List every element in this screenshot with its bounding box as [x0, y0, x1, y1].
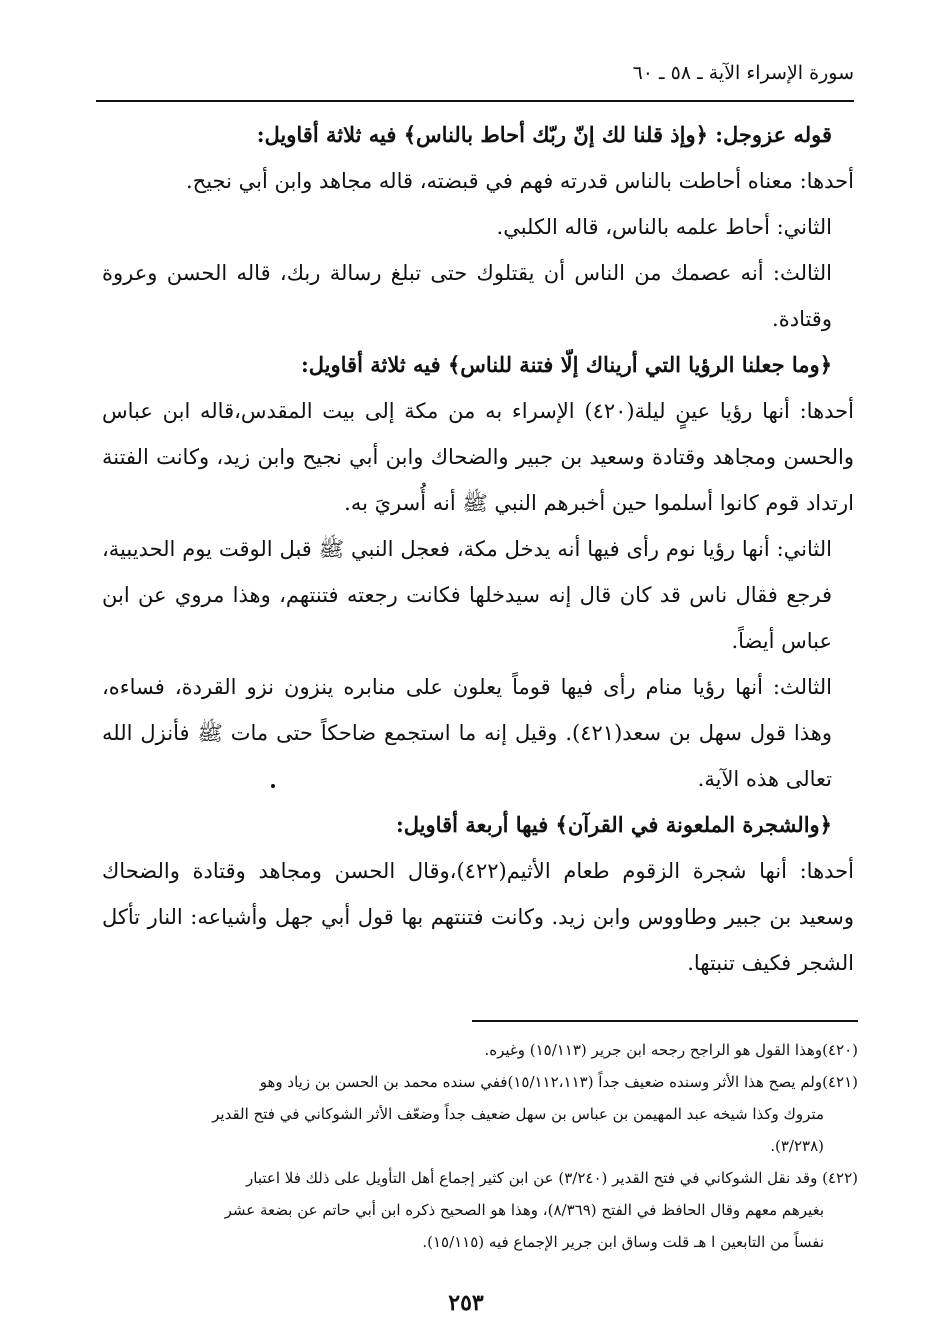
footnote-421-line-3: (٣/٢٣٨). [770, 1137, 824, 1155]
paragraph-5: الثاني: أنها رؤيا نوم رأى فيها أنه يدخل مكة، فعجل النبي ﷺ قبل الوقت يوم الحديبية، فرجع فقال ناس قد كان قال إنه سيدخلها فكانت رجعته فتنتهم، وهذا مروي عن ابن عباس أيضاً. [102, 537, 832, 653]
paragraph-1: أحدها: معناه أحاطت بالناس قدرته فهم في قبضته، قاله مجاهد وابن أبي نجيح. [185, 169, 854, 193]
paragraph-7: أحدها: أنها شجرة الزقوم طعام الأثيم(٤٢٢)،وقال الحسن ومجاهد وقتادة والضحاك وسعيد بن جبير وطاووس وابن زيد. وكانت فتنتهم بها قول أبي جهل وأشياعه: النار تأكل الشجر فكيف تنبتها. [102, 859, 854, 975]
paragraph-3: الثالث: أنه عصمك من الناس أن يقتلوك حتى تبلغ رسالة ربك، قاله الحسن وعروة وقتادة. [102, 261, 832, 331]
page-number: ٢٥٣ [448, 1290, 484, 1316]
paragraph-2: الثاني: أحاط علمه بالناس، قاله الكلبي. [496, 215, 832, 239]
paragraph-4: أحدها: أنها رؤيا عينٍ ليلة(٤٢٠) الإسراء به من مكة إلى بيت المقدس،قاله ابن عباس والحسن ومجاهد وقتادة وسعيد بن جبير والضحاك وابن أبي نجيح وابن زيد، وكانت الفتنة ارتداد قوم كانوا أسلموا حين أخبرهم النبي ﷺ أنه أُسريَ به. [102, 399, 854, 515]
footnote-divider [472, 1020, 858, 1022]
footnote-420: (٤٢٠)وهذا القول هو الراجح رجحه ابن جرير (١٥/١١٣) وغيره. [484, 1041, 858, 1059]
paragraph-6: الثالث: أنها رؤيا منام رأى فيها قوماً يعلون على منابره ينزون نزو القردة، فساءه، وهذا قول سهل بن سعد(٤٢١). وقيل إنه ما استجمع ضاحكاً حتى مات ﷺ فأنزل الله تعالى هذه الآية. [102, 675, 833, 791]
footnote-422-line-2: بغيرهم معهم وقال الحافظ في الفتح (٨/٣٦٩)، وهذا هو الصحيح ذكره ابن أبي حاتم عن بضعة عشر [224, 1201, 824, 1219]
footnotes [98, 1036, 858, 1260]
verse-heading-3: ﴿والشجرة الملعونة في القرآن﴾ فيها أربعة أقاويل: [396, 812, 832, 837]
footnote-422-line-3: نفساً من التابعين ا هـ قلت وساق ابن جرير الإجماع فيه (١٥/١١٥). [422, 1233, 824, 1251]
footnote-421-line-1: (٤٢١)ولم يصح هذا الأثر وسنده ضعيف جداً (١٥/١١٢،١١٣)ففي سنده محمد بن الحسن بن زياد وهو [259, 1073, 858, 1091]
footnote-422-line-1: (٤٢٢) وقد نقل الشوكاني في فتح القدير (٣/٢٤٠) عن ابن كثير إجماع أهل التأويل على ذلك فلا اعتبار [246, 1169, 858, 1187]
header-divider [96, 100, 854, 102]
verse-heading-2: ﴿وما جعلنا الرؤيا التي أريناك إلّا فتنة للناس﴾ فيه ثلاثة أقاويل: [301, 352, 832, 377]
footnote-421-line-2: متروك وكذا شيخه عبد المهيمن بن عباس بن سهل ضعيف جداً وضعّف الأثر الشوكاني في فتح القدير [212, 1105, 824, 1123]
verse-heading-1: قوله عزوجل: ﴿وإذ قلنا لك إنّ ربّك أحاط بالناس﴾ فيه ثلاثة أقاويل: [256, 122, 832, 147]
stray-dot [271, 784, 275, 788]
header-title: سورة الإسراء الآية ـ ٥٨ ـ ٦٠ [632, 62, 854, 84]
main-text [102, 112, 854, 986]
running-header [96, 62, 854, 92]
